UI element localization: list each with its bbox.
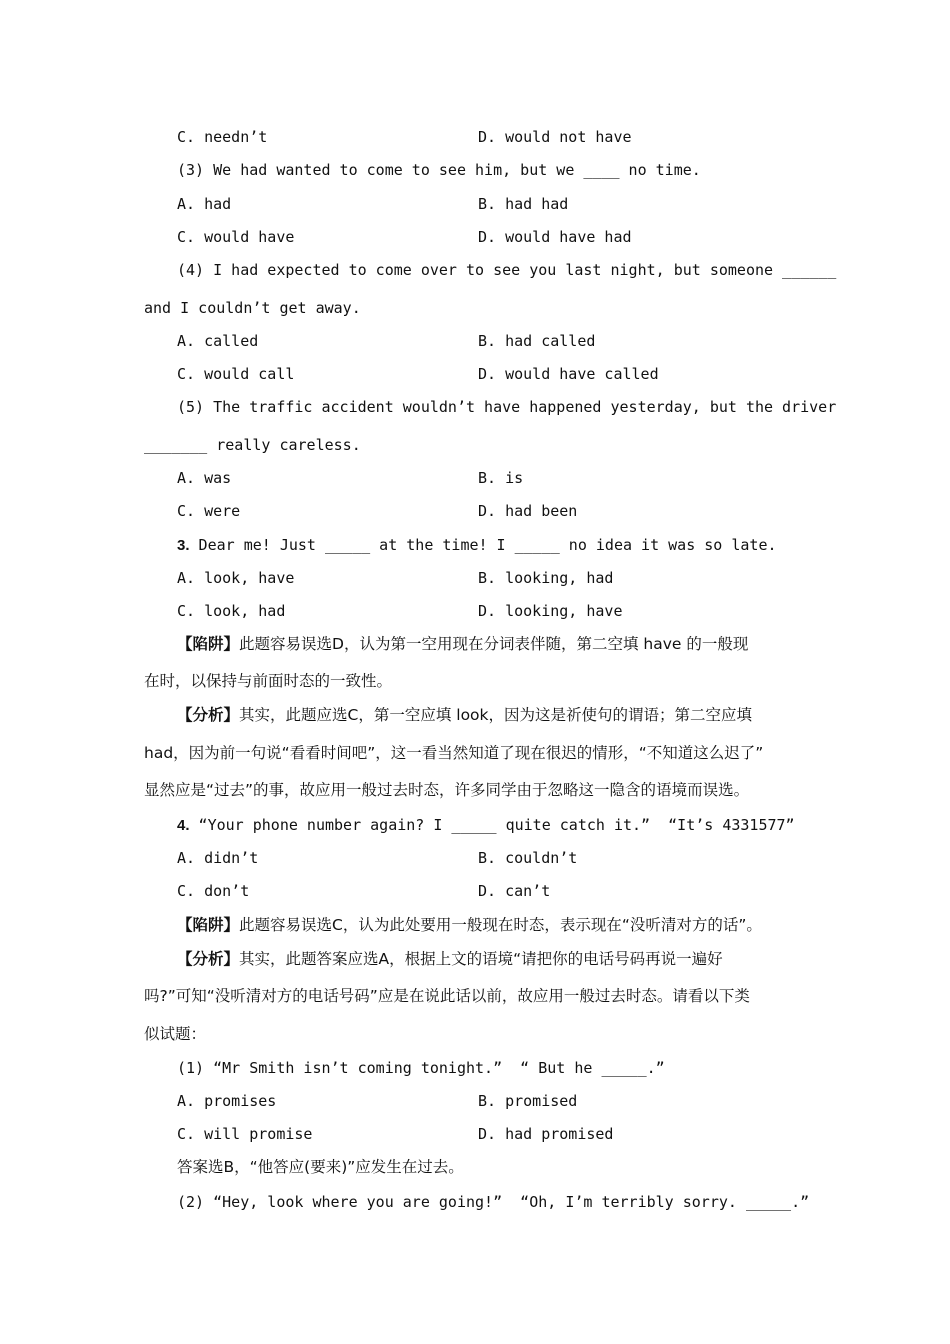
analysis-text-cont: 似试题： (144, 1025, 207, 1043)
option-b: B. is (478, 469, 524, 487)
trap-tag: 【陷阱】 (177, 916, 240, 934)
trap-paragraph (177, 634, 748, 654)
sub-question-2-stem: (2) “Hey, look where you are going!” “Oh, I’m terribly sorry. _____.” (177, 1193, 810, 1211)
item-number: 3. (177, 537, 190, 554)
analysis-text: 其实，此题答案应选A，根据上文的语境“请把你的电话号码再说一遍好 (239, 950, 723, 968)
question-5-stem-cont: _______ really careless. (144, 436, 361, 454)
item-3-text: Dear me! Just _____ at the time! I _____ no idea it was so late. (189, 536, 777, 554)
trap-text: 此题容易误选C，认为此处要用一般现在时态，表示现在“没听清对方的话”。 (239, 916, 762, 934)
option-c: C. were (177, 502, 241, 520)
option-a: A. didn’t (177, 849, 259, 867)
item-4-stem (177, 815, 795, 836)
question-5-stem: (5) The traffic accident wouldn’t have happened yesterday, but the driver (177, 398, 837, 416)
item-3-stem (177, 535, 777, 556)
option-d: D. had been (478, 502, 578, 520)
option-b: B. had had (478, 195, 569, 213)
option-c: C. will promise (177, 1125, 313, 1143)
item-number: 4. (177, 817, 190, 834)
trap-text-cont: 在时，以保持与前面时态的一致性。 (144, 672, 393, 690)
option-b: B. couldn’t (478, 849, 578, 867)
analysis-tag: 【分析】 (177, 706, 240, 724)
sub-question-1-stem: (1) “Mr Smith isn’t coming tonight.” “ But he _____.” (177, 1059, 665, 1077)
option-c: C. would have (177, 228, 295, 246)
option-b: B. promised (478, 1092, 578, 1110)
analysis-text-cont: 吗?”可知“没听清对方的电话号码”应是在说此话以前，故应用一般过去时态。请看以下类 (144, 987, 750, 1005)
option-c: C. look, had (177, 602, 286, 620)
option-c: C. don’t (177, 882, 250, 900)
trap-text: 此题容易误选D，认为第一空用现在分词表伴随，第二空填 have 的一般现 (239, 635, 749, 653)
option-b: B. had called (478, 332, 596, 350)
option-a: A. called (177, 332, 259, 350)
analysis-paragraph (177, 705, 752, 725)
option-a: A. had (177, 195, 232, 213)
trap-paragraph (177, 915, 762, 935)
option-d: D. would have had (478, 228, 632, 246)
option-a: A. promises (177, 1092, 277, 1110)
option-b: B. looking, had (478, 569, 614, 587)
option-d: D. would not have (478, 128, 632, 146)
analysis-tag: 【分析】 (177, 950, 240, 968)
option-c: C. would call (177, 365, 295, 383)
answer-note: 答案选B，“他答应(要来)”应发生在过去。 (177, 1158, 464, 1176)
analysis-paragraph (177, 949, 723, 969)
question-4-stem-cont: and I couldn’t get away. (144, 299, 361, 317)
analysis-text: 其实，此题应选C，第一空应填 look，因为这是祈使句的谓语；第二空应填 (239, 706, 753, 724)
option-c: C. needn’t (177, 128, 268, 146)
item-4-text: “Your phone number again? I _____ quite catch it.” “It’s 4331577” (189, 816, 795, 834)
option-d: D. can’t (478, 882, 551, 900)
option-d: D. would have called (478, 365, 659, 383)
question-4-stem: (4) I had expected to come over to see you last night, but someone ______ (177, 261, 837, 279)
option-d: D. had promised (478, 1125, 614, 1143)
trap-tag: 【陷阱】 (177, 635, 240, 653)
question-3-stem: (3) We had wanted to come to see him, but we ____ no time. (177, 161, 701, 179)
option-a: A. was (177, 469, 232, 487)
option-d: D. looking, have (478, 602, 623, 620)
analysis-text-cont: 显然应是“过去”的事，故应用一般过去时态，许多同学由于忽略这一隐含的语境而误选。 (144, 781, 750, 799)
option-a: A. look, have (177, 569, 295, 587)
analysis-text-cont: had，因为前一句说“看看时间吧”，这一看当然知道了现在很迟的情形，“不知道这么迟了” (144, 744, 764, 762)
